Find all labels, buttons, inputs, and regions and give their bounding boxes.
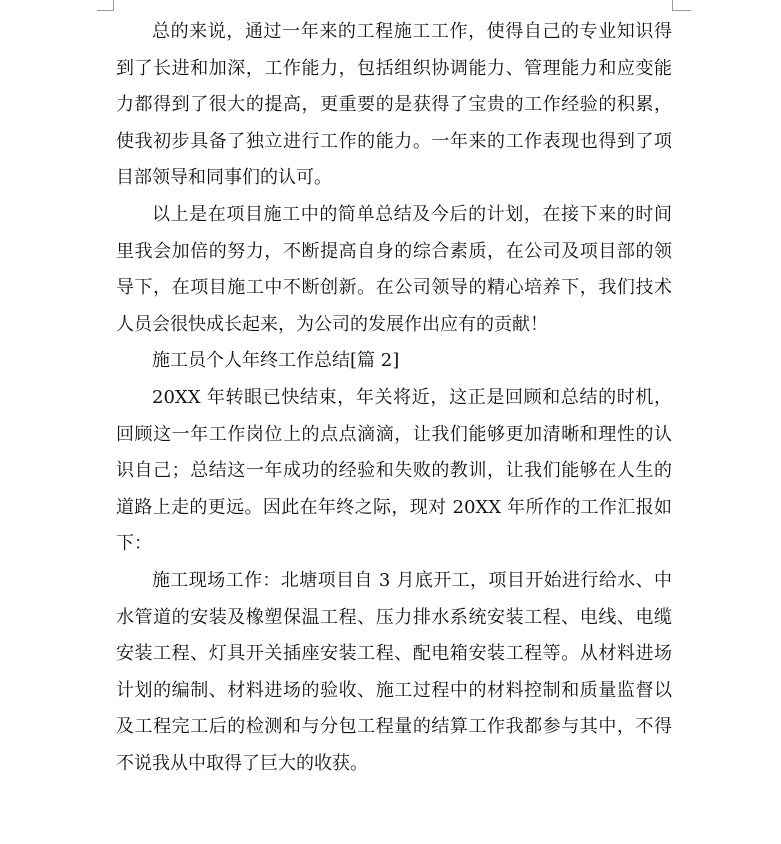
crop-mark-top-right xyxy=(672,0,691,11)
section-heading: 施工员个人年终工作总结[篇 2] xyxy=(152,350,400,372)
document-body xyxy=(116,14,672,782)
paragraph-intro: 20XX 年转眼已快结束，年关将近，这正是回顾和总结的时机，回顾这一年工作岗位上的点点滴滴，让我们能够更加清晰和理性的认识自己；总结这一年成功的经验和失败的教训，让我们能够在人生的道路上走的更远。因此在年终之际，现对 20XX 年所作的工作汇报如下： xyxy=(116,386,672,555)
paragraph-site-work: 施工现场工作：北塘项目自 3 月底开工，项目开始进行给水、中水管道的安装及橡塑保温工程、压力排水系统安装工程、电线、电缆安装工程、灯具开关插座安装工程、配电箱安装工程等。从材料进场计划的编制、材料进场的验收、施工过程中的材料控制和质量监督以及工程完工后的检测和与分包工程量的结算工作我都参与其中，不得不说我从中取得了巨大的收获。 xyxy=(116,569,672,774)
crop-mark-top-left xyxy=(97,0,114,11)
paragraph-summary: 总的来说，通过一年来的工程施工工作，使得自己的专业知识得到了长进和加深，工作能力，包括组织协调能力、管理能力和应变能力都得到了很大的提高，更重要的是获得了宝贵的工作经验的积累，使我初步具备了独立进行工作的能力。一年来的工作表现也得到了项目部领导和同事们的认可。 xyxy=(116,21,672,189)
paragraph-plan: 以上是在项目施工中的简单总结及今后的计划，在接下来的时间里我会加倍的努力，不断提高自身的综合素质，在公司及项目部的领导下，在项目施工中不断创新。在公司领导的精心培养下，我们技术人员会很快成长起来，为公司的发展作出应有的贡献！ xyxy=(116,203,672,335)
